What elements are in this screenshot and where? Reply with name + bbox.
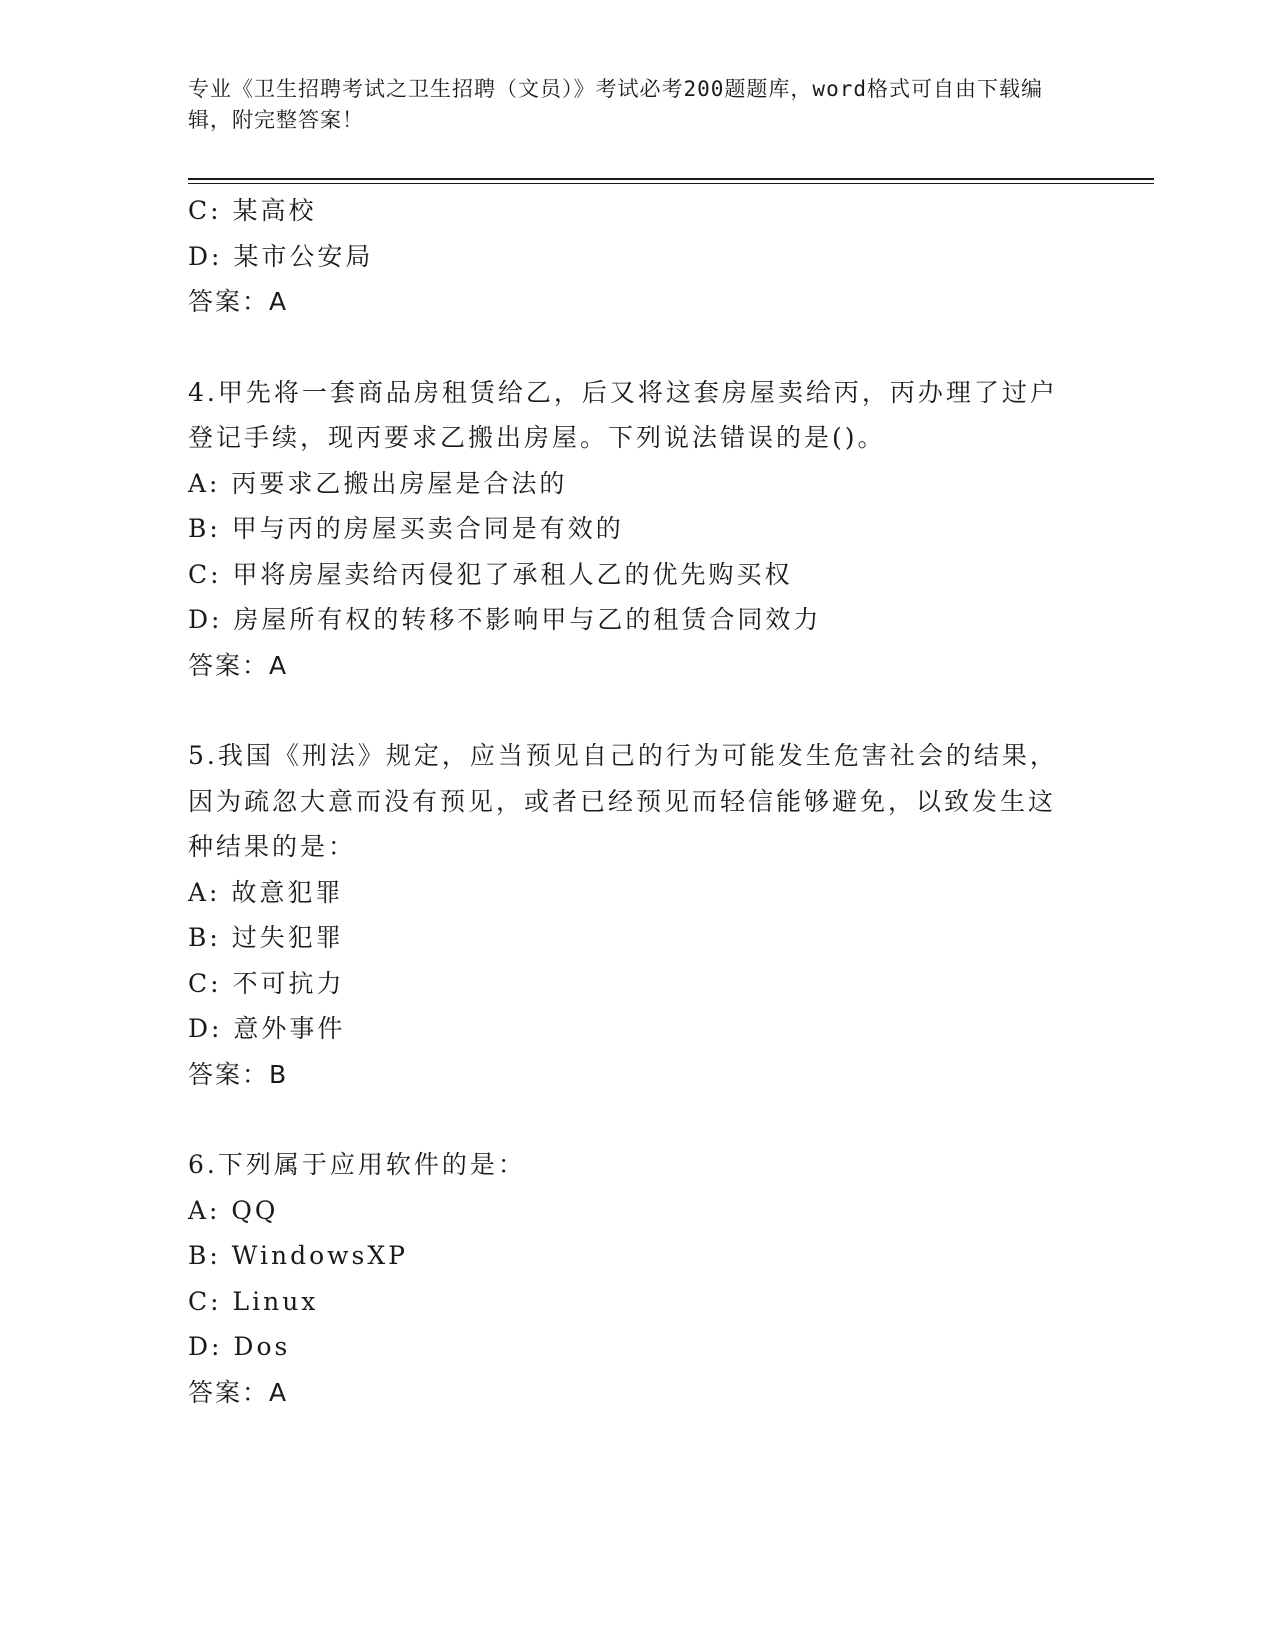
answer-line: 答案：A (188, 287, 289, 316)
question-text: 5.我国《刑法》规定，应当预见自己的行为可能发生危害社会的结果，因为疏忽大意而没有预见，或者已经预见而轻信能够避免，以致发生这种结果的是： (188, 741, 1058, 861)
question-block-5 (188, 733, 1068, 1097)
option-b: B: 甲与丙的房屋买卖合同是有效的 (188, 514, 624, 543)
question-block-6 (188, 1142, 1068, 1415)
option-c: C: Linux (188, 1286, 319, 1316)
option-a: A: 故意犯罪 (188, 877, 344, 907)
spacer (188, 1097, 1068, 1142)
option-c: C: 某高校 (188, 196, 317, 225)
option-d: D: 房屋所有权的转移不影响甲与乙的租赁合同效力 (188, 605, 822, 634)
option-a: A: QQ (188, 1195, 279, 1225)
option-b: B: WindowsXP (188, 1241, 408, 1270)
header-divider-thin (188, 183, 1154, 184)
option-d: D: 意外事件 (188, 1014, 346, 1043)
option-c: C: 不可抗力 (188, 968, 345, 998)
spacer (188, 688, 1068, 733)
question-block-4 (188, 370, 1068, 689)
answer-line: 答案：A (188, 650, 289, 680)
option-d: D: Dos (188, 1332, 291, 1361)
header-divider (188, 178, 1154, 180)
answer-line: 答案：B (188, 1059, 289, 1089)
answer-line: 答案：A (188, 1377, 289, 1407)
spacer (188, 325, 1068, 370)
document-header: 专业《卫生招聘考试之卫生招聘（文员）》考试必考200题题库，word格式可自由下载编辑，附完整答案！ (188, 77, 1043, 132)
question-text: 6.下列属于应用软件的是： (188, 1150, 526, 1179)
option-a: A: 丙要求乙搬出房屋是合法的 (188, 468, 568, 498)
question-content (188, 188, 1068, 1415)
option-b: B: 过失犯罪 (188, 923, 344, 952)
option-d: D: 某市公安局 (188, 241, 374, 271)
option-c: C: 甲将房屋卖给丙侵犯了承租人乙的优先购买权 (188, 559, 793, 589)
question-block-3 (188, 188, 1068, 325)
question-text: 4.甲先将一套商品房租赁给乙，后又将这套房屋卖给丙，丙办理了过户登记手续，现丙要求乙搬出房屋。下列说法错误的是()。 (188, 377, 1058, 452)
